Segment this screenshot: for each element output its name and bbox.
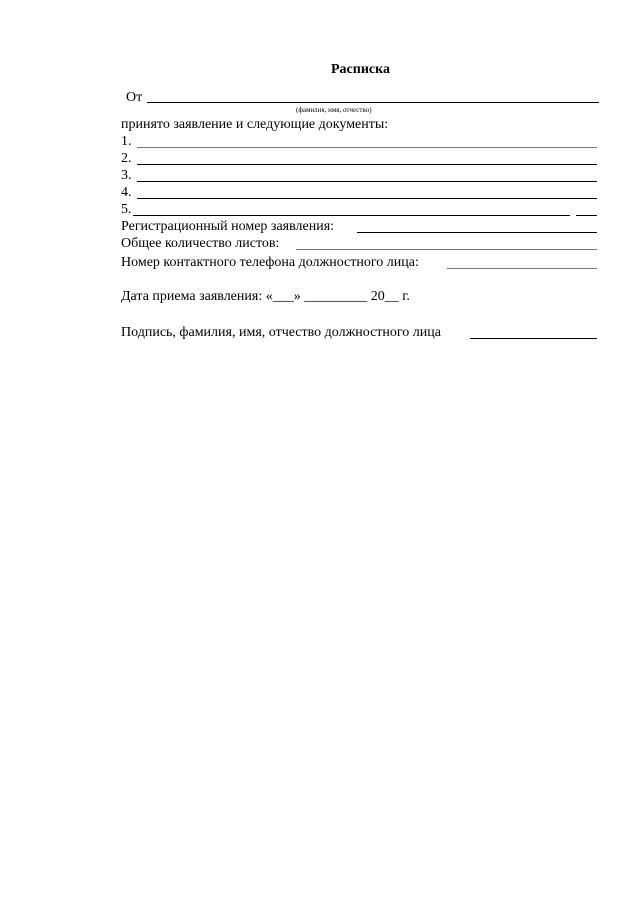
- item-field-1[interactable]: [137, 147, 597, 148]
- signature-label: Подпись, фамилия, имя, отчество должностного лица: [121, 325, 441, 340]
- item-number-2: 2.: [121, 151, 132, 166]
- item-number-4: 4.: [121, 185, 132, 200]
- sheets-label: Общее количество листов:: [121, 236, 280, 251]
- from-caption: (фамилия, имя, отчество): [296, 106, 372, 114]
- item-number-5: 5.: [121, 202, 132, 217]
- registration-label: Регистрационный номер заявления:: [121, 219, 335, 234]
- from-field[interactable]: [147, 102, 599, 103]
- registration-field[interactable]: [357, 232, 597, 233]
- sheets-field[interactable]: [296, 249, 597, 250]
- item-field-3[interactable]: [137, 181, 597, 182]
- item-field-5[interactable]: [133, 215, 570, 216]
- item-field-4[interactable]: [137, 198, 597, 199]
- phone-field[interactable]: [447, 268, 597, 269]
- date-label: Дата приема заявления: «___» _________ 20__ г.: [121, 289, 410, 304]
- item-field-2[interactable]: [137, 164, 597, 165]
- item-field-5-extra[interactable]: [576, 215, 597, 216]
- signature-field[interactable]: [470, 338, 597, 339]
- accepted-text: принято заявление и следующие документы:: [121, 117, 389, 132]
- phone-label: Номер контактного телефона должностного лица:: [121, 255, 419, 270]
- item-number-1: 1.: [121, 134, 132, 149]
- item-number-3: 3.: [121, 168, 132, 183]
- document-title: Расписка: [331, 62, 390, 77]
- from-label: От: [126, 90, 143, 105]
